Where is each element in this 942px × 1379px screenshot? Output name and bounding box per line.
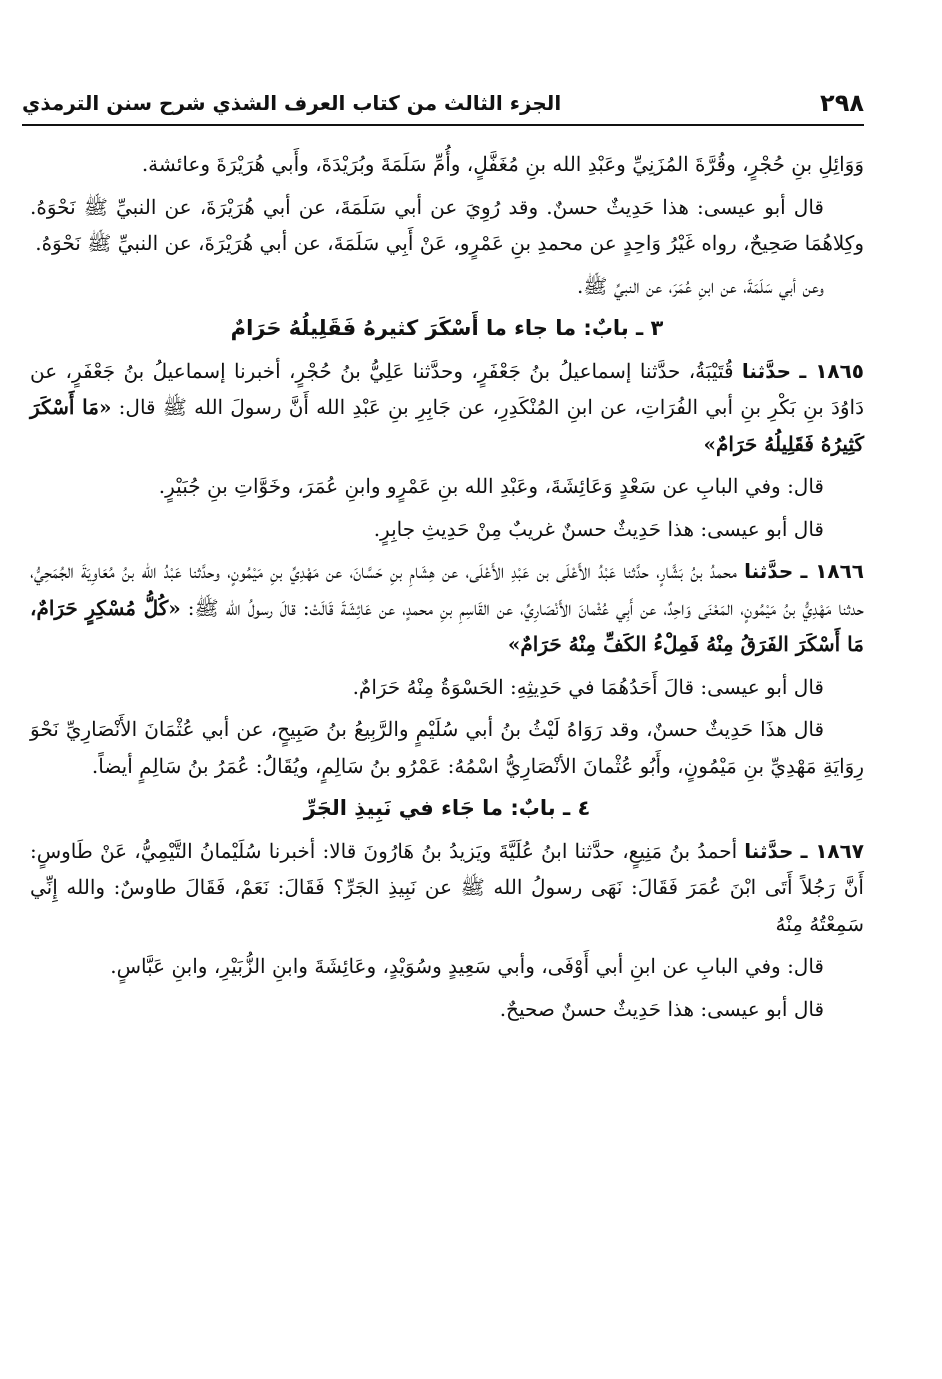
paragraph-abu-isa-comment-1: قال أبو عيسى: هذا حَدِيثٌ حسنٌ. وقد رُوِيَ عن أبي سَلَمَةَ، عن أبي هُرَيْرَةَ، عن النبيِّ ﷺ نَحْوَهُ. وكِلاهُمَا صَحِيحٌ، رواه غَيْرُ وَاحِدٍ عن محمدِ بنِ عَمْرٍو، عَنْ أَبِي سَلَمَةَ، عن أبي هُرَيْرَةَ، عن النبيِّ ﷺ نَحْوَهُ. [30,194,864,255]
hadith-isnad: قُتَيْبَةُ، حدَّثنا إسماعيلُ بنُ جَعْفَرٍ، وحدَّثنا عَلِيُّ بنُ حُجْرٍ، أخبرنا إسماعيلُ بنُ جَعْفَرٍ، عن دَاوُدَ بنِ بَكْرِ بنِ أبي الفُرَاتِ، عن ابنِ المُنْكَدِرِ، عن جَابِرِ بنِ عَبْدِ الله أَنَّ رسولَ الله ﷺ قال: [30,358,865,419]
page-number: ٢٩٨ [820,89,864,117]
haddathana-label: حدَّثنا [744,838,794,863]
paragraph-abu-salama-note: وعن أبي سَلَمَةَ، عن ابنِ عُمَرَ، عن النبيِّ ﷺ. [576,273,824,298]
paragraph-fil-bab-1867: قال: وفي البابِ عن ابنِ أبي أَوْفَى، وأبي سَعِيدٍ وسُوَيْدٍ، وعَائِشَةَ وابنِ الزُّبَيْرِ، وابنِ عَبَّاسٍ. [110,954,824,978]
hadith-1866 [30,553,864,663]
paragraph-abu-isa-1867: قال أبو عيسى: هذا حَدِيثٌ حسنٌ صحيحٌ. [499,996,824,1021]
hadith-matn: «كُلُّ مُسْكِرٍ حَرَامٌ، مَا أَسْكَرَ الفَرَقُ مِنْهُ فَمِلْءُ الكَفِّ مِنْهُ حَرَامٌ» [30,595,864,656]
page-body [30,146,864,1033]
hadith-text: أحمدُ بنُ مَنِيعٍ، حدَّثنا ابنُ عُلَيَّةَ ويَزيدُ بنُ هَارُونَ قالا: أخبرنا سُلَيْمانُ التَّيْمِيُّ، عَنْ طَاوسٍ: أَنَّ رَجُلاً أَتَى ابْنَ عُمَرَ فَقَالَ: نَهَى رسولُ الله ﷺ عن نَبِيذِ الجَرِّ؟ فَقَالَ: نَعَمْ، فَقَالَ طاوسٌ: والله إِنِّي سَمِعْتُهُ مِنْهُ [30,838,864,936]
header-divider [22,124,864,126]
paragraph-abu-isa-1865: قال أبو عيسى: هذا حَدِيثٌ حسنٌ غريبٌ مِنْ حَدِيثِ جابِرٍ. [373,516,824,541]
hadith-number: ١٨٦٥ ـ [799,358,865,383]
hadith-number: ١٨٦٧ ـ [800,838,865,863]
hadith-number: ١٨٦٦ ـ [800,559,864,583]
haddathana-label: حدَّثنا [741,358,792,383]
hadith-1865 [30,353,864,463]
section-heading-3: ٣ ـ بابٌ: ما جاء ما أَسْكَرَ كثيرهُ فَقَلِيلُهُ حَرَامٌ [230,316,664,340]
paragraph-narrators-list: وَوَائِلِ بنِ حُجْرٍ، وقُرَّةَ المُزَنِيِّ وعَبْدِ الله بنِ مُغَفَّلٍ، وأُمِّ سَلَمَةَ وبُرَيْدَةَ، وأَبي هُرَيْرَةَ وعائشة. [141,152,864,176]
paragraph-abu-isa-1866a: قال أبو عيسى: قالَ أَحَدُهُمَا في حَدِيثِهِ: الحَسْوَةُ مِنْهُ حَرَامٌ. [352,674,824,699]
hadith-matn: «مَا أَسْكَرَ كَثِيرُهُ فَقَلِيلُهُ حَرَامٌ» [30,395,864,456]
page-header [22,86,864,120]
paragraph-fil-bab-1865: قال: وفي البابِ عن سَعْدٍ وَعَائِشَةَ، وعَبْدِ الله بنِ عَمْرٍو وابنِ عُمَرَ، وخَوَّاتِ بنِ جُبَيْرٍ. [158,474,824,498]
paragraph-abu-isa-1866b: قال هذَا حَدِيثٌ حسنٌ، وقد رَوَاهُ لَيْثُ بنُ أبي سُلَيْمٍ والرَّبِيعُ بنُ صَبِيحٍ، عن أبي عُثْمَانَ الأَنْصَارِيِّ نَحْوَ رِوَايَةِ مَهْدِيِّ بنِ مَيْمُونٍ، وأَبُو عُثْمانَ الأنْصَارِيُّ اسْمُهُ: عَمْرُو بنُ سَالِمٍ، ويُقَالُ: عُمَرُ بنُ سَالِمٍ أيضاً. [30,717,864,778]
running-title: الجزء الثالث من كتاب العرف الشذي شرح سنن الترمذي [22,91,562,115]
section-heading-4: ٤ ـ بابٌ: ما جَاء في نَبِيذِ الجَرِّ [303,796,591,820]
hadith-1867 [30,833,864,943]
hadith-isnad: محمدُ بنُ بَشَّارٍ، حدَّثنا عَبْدُ الأَعْلَى بن عَبْدِ الأَعْلَى، عن هِشَامِ بنِ حَسَّانَ، عن مَهْدِيِّ بنِ مَيْمُونٍ، وحدَّثنا عَبْدُ الله بنُ مُعَاوِيَةَ الجُمَحِيُّ، حدثنا مَهْدِيُّ بنُ مَيْمُونٍ، المَعْنَى وَاحِدٌ، عن أَبِي عُثْمانَ الأَنْصَارِيِّ، عن القَاسِمِ بنِ محمدٍ، عن عَائِشَةَ قَالَتْ: قالَ رسولُ الله ﷺ: [30,559,864,620]
haddathana-label: حدَّثنا [744,559,794,583]
